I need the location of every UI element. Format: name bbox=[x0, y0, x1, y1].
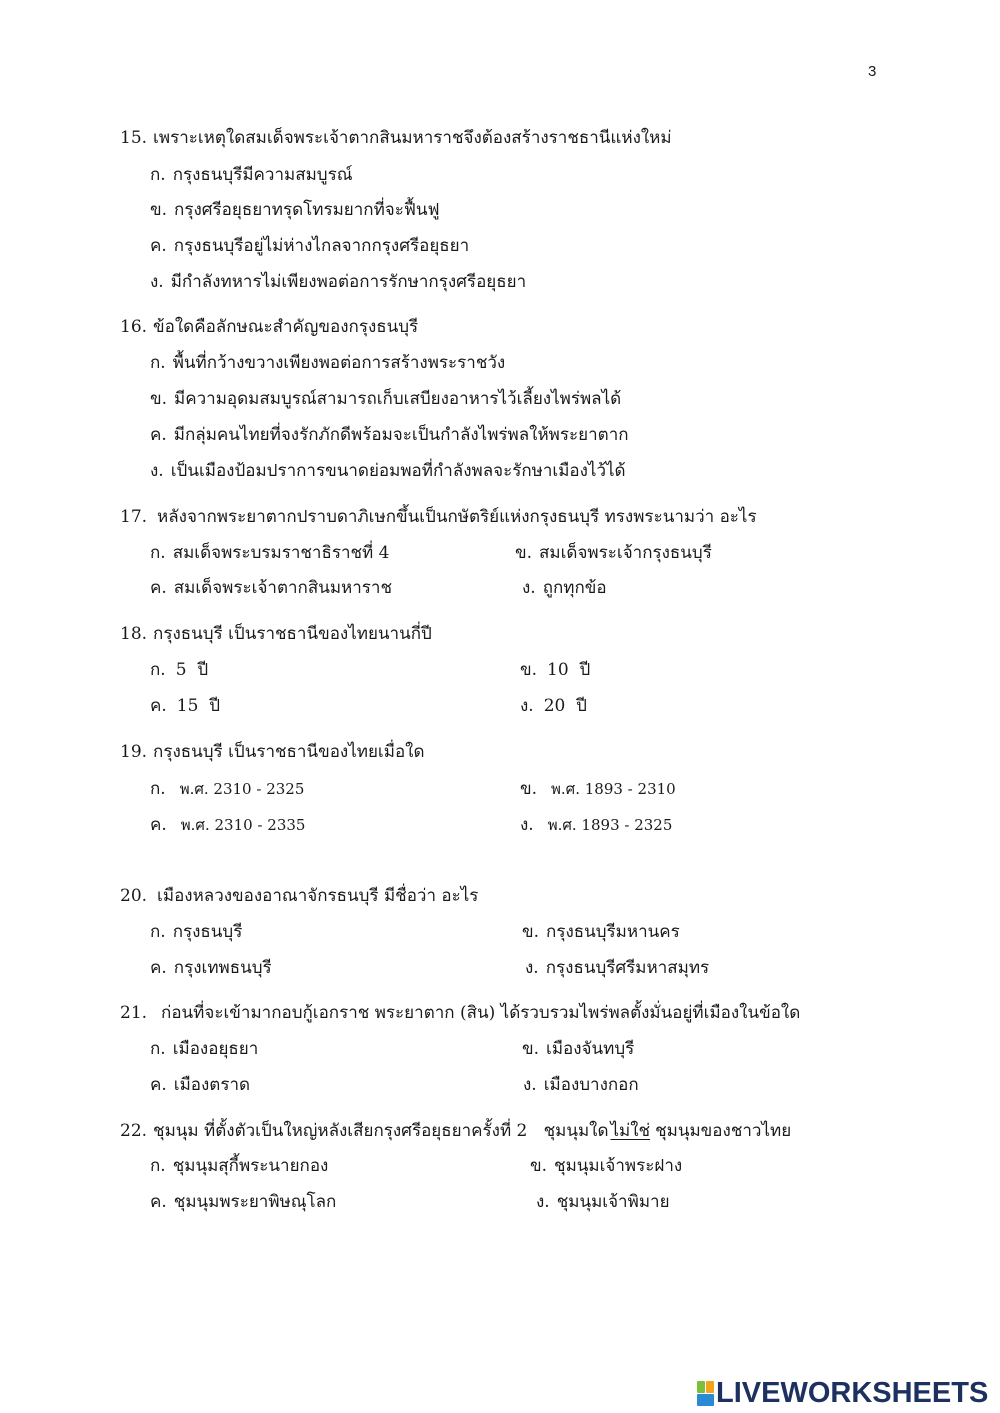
logo-block-orange bbox=[706, 1381, 714, 1393]
option-text: เมืองตราด bbox=[173, 1075, 251, 1095]
question-18-option-a bbox=[150, 657, 208, 683]
option-text: ชุมนุมพระยาพิษณุโลก bbox=[173, 1192, 337, 1212]
question-15-option-a bbox=[150, 162, 353, 188]
option-label: ก. bbox=[150, 922, 166, 942]
option-text: 5 ปี bbox=[175, 660, 209, 680]
question-number: 18. bbox=[120, 624, 148, 644]
question-16-option-c bbox=[150, 422, 629, 448]
option-label: ก. bbox=[150, 1039, 166, 1059]
option-label: ข. bbox=[150, 389, 168, 409]
option-text: ชุมนุมเจ้าพิมาย bbox=[556, 1192, 670, 1212]
question-17-option-d bbox=[522, 575, 607, 601]
option-text: มีความอุดมสมบูรณ์สามารถเก็บเสบียงอาหารไว้เลี้ยงไพร่พลได้ bbox=[174, 389, 622, 409]
question-15-option-b bbox=[150, 197, 440, 223]
option-label: ก. bbox=[150, 165, 166, 185]
option-text: เมืองอยุธยา bbox=[172, 1039, 259, 1059]
option-label: ง. bbox=[523, 1075, 537, 1095]
question-number: 19. bbox=[120, 742, 148, 762]
question-22-option-b bbox=[530, 1153, 682, 1179]
option-text: กรุงธนบุรีมีความสมบูรณ์ bbox=[172, 165, 353, 185]
option-text: มีกำลังทหารไม่เพียงพอต่อการรักษากรุงศรีอยุธยา bbox=[170, 272, 527, 292]
question-22-option-a bbox=[150, 1153, 328, 1179]
option-text: เมืองจันทบุรี bbox=[546, 1039, 635, 1059]
option-text: ชุมนุมเจ้าพระฝาง bbox=[554, 1156, 683, 1176]
option-label: ง. bbox=[522, 578, 536, 598]
question-17-option-c bbox=[150, 575, 392, 601]
question-21-option-d bbox=[523, 1072, 639, 1098]
option-label: ข. bbox=[515, 543, 533, 563]
option-label: ค. bbox=[150, 1192, 167, 1212]
option-text: สมเด็จพระเจ้าตากสินมหาราช bbox=[173, 578, 393, 598]
question-19-option-a bbox=[150, 776, 304, 802]
option-label: ค. bbox=[150, 696, 167, 716]
question-emphasis-text: ไม่ใช่ bbox=[610, 1121, 651, 1141]
option-label: ก. bbox=[150, 353, 166, 373]
option-text: พื้นที่กว้างขวางเพียงพอต่อการสร้างพระราชวัง bbox=[172, 353, 506, 373]
option-label: ค. bbox=[150, 1075, 167, 1095]
question-text: ข้อใดคือลักษณะสำคัญของกรุงธนบุรี bbox=[153, 317, 419, 337]
question-18-option-c bbox=[150, 693, 220, 719]
option-label: ข. bbox=[530, 1156, 548, 1176]
option-label: ก. bbox=[150, 543, 166, 563]
question-text: กรุงธนบุรี เป็นราชธานีของไทยนานกี่ปี bbox=[153, 624, 432, 644]
option-text: สมเด็จพระบรมราชาธิราชที่ 4 bbox=[172, 543, 390, 563]
option-label: ง. bbox=[150, 461, 164, 481]
question-20-stem bbox=[120, 883, 478, 909]
option-label: ง. bbox=[520, 815, 534, 835]
option-label: ง. bbox=[520, 696, 534, 716]
question-17-stem bbox=[120, 504, 757, 530]
logo-block-green bbox=[697, 1381, 705, 1393]
liveworksheets-logo-text: LIVEWORKSHEETS bbox=[716, 1377, 989, 1409]
option-label: ข. bbox=[522, 922, 540, 942]
question-19-stem bbox=[120, 739, 425, 765]
option-label: ข. bbox=[520, 660, 538, 680]
option-text: 15 ปี bbox=[176, 696, 221, 716]
question-number: 22. bbox=[120, 1121, 148, 1141]
question-15-stem bbox=[120, 125, 672, 151]
option-text: กรุงธนบุรีอยู่ไม่ห่างไกลจากกรุงศรีอยุธยา bbox=[173, 236, 470, 256]
option-text: ถูกทุกข้อ bbox=[542, 578, 607, 598]
question-text: ชุมนุม ที่ตั้งตัวเป็นใหญ่หลังเสียกรุงศรีอยุธยาครั้งที่ 2 ชุมนุมใด bbox=[153, 1121, 609, 1141]
question-16-option-b bbox=[150, 386, 621, 412]
option-text: กรุงศรีอยุธยาทรุดโทรมยากที่จะฟื้นฟู bbox=[174, 200, 440, 220]
question-21-option-b bbox=[522, 1036, 634, 1062]
question-20-option-d bbox=[525, 955, 709, 981]
option-text: พ.ศ. 1893 - 2325 bbox=[547, 816, 673, 834]
question-17-option-a bbox=[150, 540, 389, 566]
option-text: ชุมนุมสุกี้พระนายกอง bbox=[172, 1156, 329, 1176]
page-number: 3 bbox=[868, 63, 877, 80]
option-label: ง. bbox=[536, 1192, 550, 1212]
question-text: หลังจากพระยาตากปราบดาภิเษกขึ้นเป็นกษัตริย์แห่งกรุงธนบุรี ทรงพระนามว่า อะไร bbox=[157, 507, 757, 527]
question-15-option-d bbox=[150, 269, 526, 295]
option-text: พ.ศ. 2310 - 2335 bbox=[180, 816, 306, 834]
question-21-option-c bbox=[150, 1072, 250, 1098]
question-19-option-b bbox=[520, 776, 676, 802]
question-number: 16. bbox=[120, 317, 148, 337]
question-19-option-c bbox=[150, 812, 305, 838]
question-text-after: ชุมนุมของชาวไทย bbox=[655, 1121, 792, 1141]
question-22-stem bbox=[120, 1118, 791, 1144]
question-18-stem bbox=[120, 621, 432, 647]
liveworksheets-logo-icon bbox=[697, 1380, 714, 1407]
option-label: ค. bbox=[150, 578, 167, 598]
option-label: ข. bbox=[520, 779, 538, 799]
question-number: 20. bbox=[120, 886, 148, 906]
question-20-option-a bbox=[150, 919, 242, 945]
option-text: กรุงเทพธนบุรี bbox=[173, 958, 272, 978]
question-20-option-c bbox=[150, 955, 272, 981]
option-text: กรุงธนบุรี bbox=[172, 922, 243, 942]
question-21-stem bbox=[120, 1000, 800, 1026]
option-text: เมืองบางกอก bbox=[543, 1075, 639, 1095]
option-label: ง. bbox=[150, 272, 164, 292]
liveworksheets-logo[interactable] bbox=[697, 1378, 988, 1408]
question-15-option-c bbox=[150, 233, 469, 259]
option-text: กรุงธนบุรีมหานคร bbox=[546, 922, 680, 942]
question-16-stem bbox=[120, 314, 418, 340]
logo-block-blue bbox=[697, 1394, 714, 1406]
option-label: ก. bbox=[150, 779, 166, 799]
question-21-option-a bbox=[150, 1036, 258, 1062]
question-number: 17. bbox=[120, 507, 148, 527]
question-17-option-b bbox=[515, 540, 712, 566]
question-text: ก่อนที่จะเข้ามากอบกู้เอกราช พระยาตาก (สิน) ได้รวบรวมไพร่พลตั้งมั่นอยู่ที่เมืองในข้อใด bbox=[161, 1003, 801, 1023]
option-label: ก. bbox=[150, 1156, 166, 1176]
option-label: ข. bbox=[522, 1039, 540, 1059]
option-label: ง. bbox=[525, 958, 539, 978]
option-text: สมเด็จพระเจ้ากรุงธนบุรี bbox=[539, 543, 712, 563]
option-label: ค. bbox=[150, 958, 167, 978]
question-16-option-a bbox=[150, 350, 505, 376]
question-number: 15. bbox=[120, 128, 148, 148]
option-label: ค. bbox=[150, 815, 167, 835]
question-number: 21. bbox=[120, 1003, 148, 1023]
option-text: พ.ศ. 2310 - 2325 bbox=[179, 780, 305, 798]
option-text: เป็นเมืองป้อมปราการขนาดย่อมพอที่กำลังพลจะรักษาเมืองไว้ได้ bbox=[170, 461, 626, 481]
option-label: ค. bbox=[150, 425, 167, 445]
option-label: ก. bbox=[150, 660, 166, 680]
question-text: เพราะเหตุใดสมเด็จพระเจ้าตากสินมหาราชจึงต้องสร้างราชธานีแห่งใหม่ bbox=[153, 128, 672, 148]
question-22-option-d bbox=[536, 1189, 670, 1215]
option-text: 20 ปี bbox=[543, 696, 587, 716]
option-label: ค. bbox=[150, 236, 167, 256]
question-22-option-c bbox=[150, 1189, 336, 1215]
question-text: เมืองหลวงของอาณาจักรธนบุรี มีชื่อว่า อะไร bbox=[157, 886, 479, 906]
question-19-option-d bbox=[520, 812, 672, 838]
question-18-option-b bbox=[520, 657, 590, 683]
option-text: พ.ศ. 1893 - 2310 bbox=[551, 780, 676, 798]
option-text: กรุงธนบุรีศรีมหาสมุทร bbox=[545, 958, 710, 978]
option-text: 10 ปี bbox=[547, 660, 591, 680]
question-20-option-b bbox=[522, 919, 680, 945]
option-label: ข. bbox=[150, 200, 168, 220]
question-18-option-d bbox=[520, 693, 587, 719]
option-text: มีกลุ่มคนไทยที่จงรักภักดีพร้อมจะเป็นกำลังไพร่พลให้พระยาตาก bbox=[173, 425, 629, 445]
question-text: กรุงธนบุรี เป็นราชธานีของไทยเมื่อใด bbox=[153, 742, 425, 762]
question-16-option-d bbox=[150, 458, 626, 484]
